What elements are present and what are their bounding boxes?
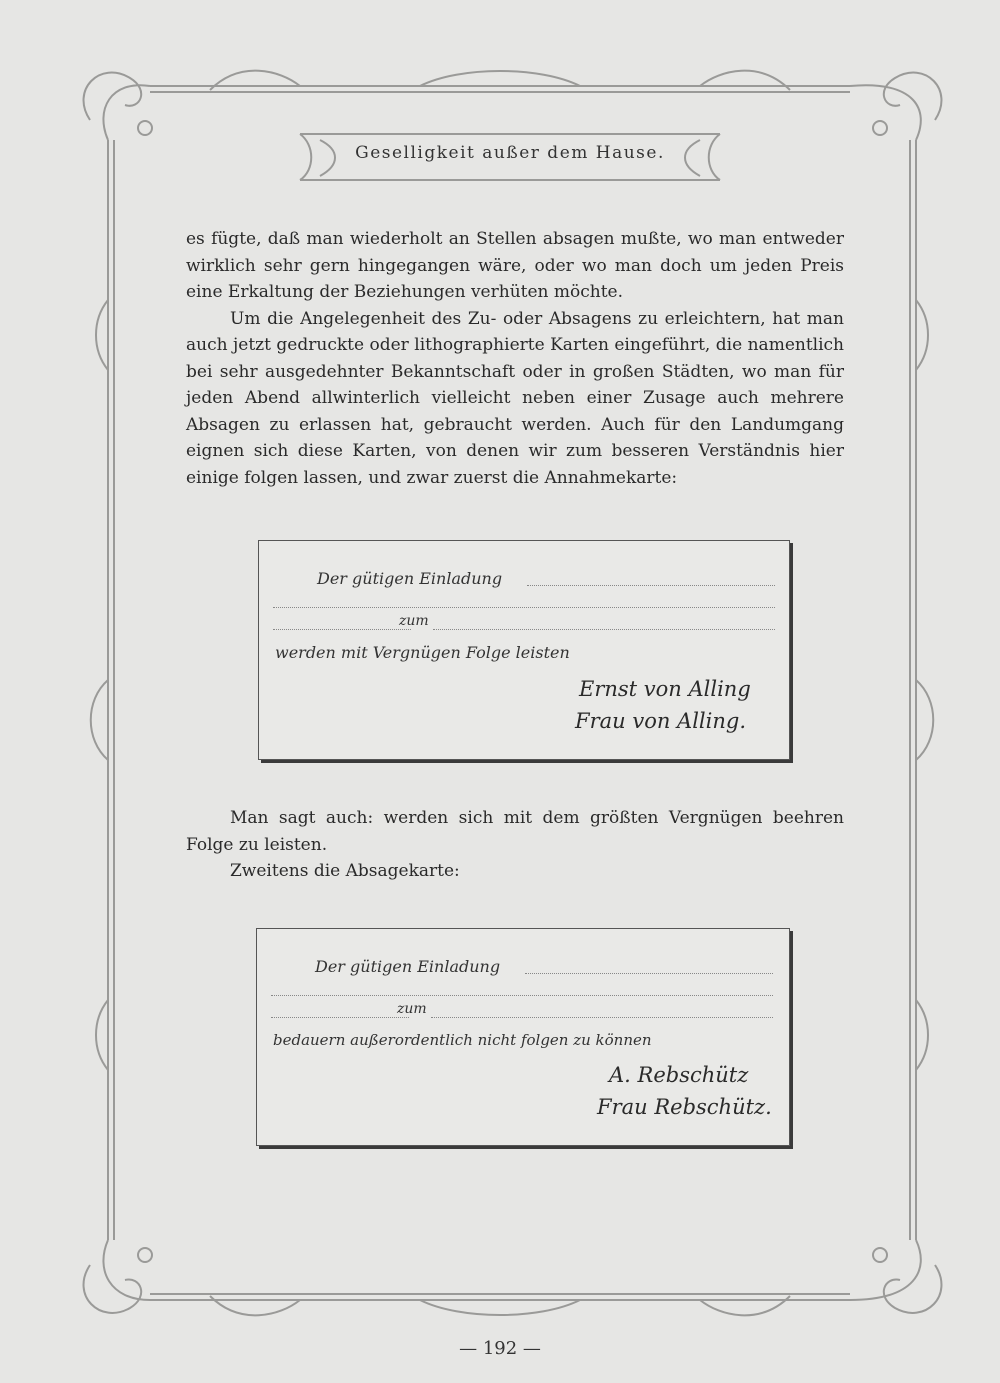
card-message-line: bedauern außerordentlich nicht folgen zu können	[273, 1031, 652, 1049]
dotted-line	[433, 629, 775, 630]
paragraph-3: Man sagt auch: werden sich mit dem größten Vergnügen beehren Folge zu leisten.	[186, 808, 844, 855]
body-text-upper	[186, 226, 844, 491]
dotted-line	[271, 995, 773, 996]
dotted-line	[273, 629, 411, 630]
card-message-line: werden mit Vergnügen Folge leisten	[275, 643, 570, 662]
signature-2: Frau von Alling.	[575, 709, 746, 733]
dotted-line	[527, 585, 775, 586]
paragraph-2: Um die Angelegenheit des Zu- oder Absagens zu erleichtern, hat man auch jetzt gedruckte oder lithographierte Karten eingeführt, die namentlich bei sehr ausgedehnter Bekanntschaft oder in großen Städten, wo man für jeden Abend allwinterlich vielleicht neben einer Zusage auch mehrere Absagen zu erlassen hat, gebraucht werden. Auch für den Landumgang eignen sich diese Karten, von denen wir zum besseren Verständnis hier einige folgen lassen, und zwar zuerst die Annahmekarte:	[186, 308, 844, 488]
dotted-line	[431, 1017, 773, 1018]
body-text-middle	[186, 805, 844, 885]
dotted-line	[525, 973, 773, 974]
running-header: Geselligkeit außer dem Hause.	[355, 143, 665, 163]
signature-1: Ernst von Alling	[579, 677, 751, 701]
card-invitation-line: Der gütigen Einladung	[317, 569, 503, 588]
paragraph-4: Zweitens die Absagekarte:	[230, 861, 460, 881]
dotted-line	[271, 1017, 409, 1018]
card-occasion-label: zum	[397, 1001, 427, 1017]
acceptance-card	[258, 540, 790, 760]
decline-card	[256, 928, 790, 1146]
card-invitation-line: Der gütigen Einladung	[315, 957, 501, 976]
signature-2: Frau Rebschütz.	[597, 1095, 772, 1119]
signature-1: A. Rebschütz	[609, 1063, 749, 1087]
card-occasion-label: zum	[399, 613, 429, 629]
page-number: — 192 —	[459, 1338, 541, 1359]
dotted-line	[273, 607, 775, 608]
paragraph-1: es fügte, daß man wiederholt an Stellen absagen mußte, wo man entweder wirklich sehr gern hingegangen wäre, oder wo man doch um jeden Preis eine Erkaltung der Beziehungen verhüten möchte.	[186, 229, 844, 302]
